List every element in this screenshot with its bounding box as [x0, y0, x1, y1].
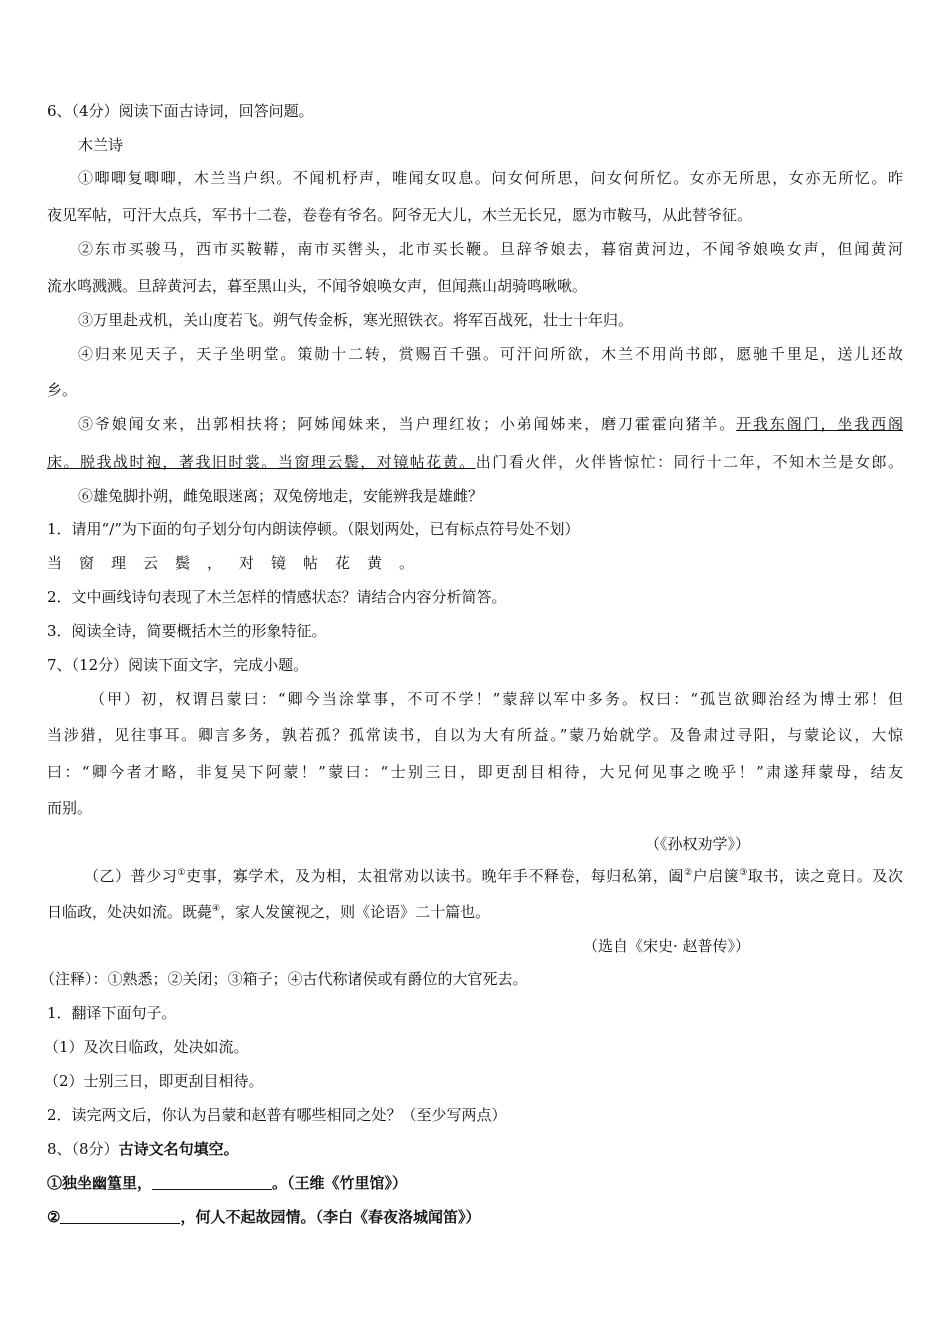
- passage-jia-line-3: 曰：“卿今者才略，非复吴下阿蒙！”蒙曰：“士别三日，即更刮目相待，大兄何见事之晚乎！”肃遂拜蒙母，结友: [47, 763, 903, 781]
- poem-stanza-1-line-1: ①唧唧复唧唧，木兰当户织。不闻机杼声，唯闻女叹息。问女何所思，问女何所忆。女亦无所思，女亦无所忆。昨: [78, 169, 903, 187]
- poem-stanza-1-line-2: 夜见军帖，可汗大点兵，军书十二卷，卷卷有爷名。阿爷无大儿，木兰无长兄，愿为市鞍马，从此替爷征。: [47, 206, 753, 224]
- poem-stanza-5-line-2: [47, 452, 903, 472]
- yi-text: 吏事，寡学术，及为相，太祖常劝以读书。晚年手不释卷，每归私第，阖: [186, 867, 684, 885]
- poem-title: 木兰诗: [78, 136, 124, 154]
- q6-sub1: 1．请用“/”为下面的句子划分句内朗读停顿。（限划两处，已有标点符号处不划）: [47, 520, 580, 538]
- poem-stanza-5-line-1: [78, 414, 903, 434]
- q7-sub1: 1．翻译下面句子。: [47, 1004, 177, 1022]
- passage-yi-line-2: [47, 902, 903, 922]
- q7-sub1-item1: （1）及次日临政，处决如流。: [44, 1038, 249, 1056]
- poem-stanza-6: ⑥雄兔脚扑朔，雌兔眼迷离；双兔傍地走，安能辨我是雄雌？: [78, 487, 484, 505]
- passage-jia-line-2: 当涉猎，见往事耳。卿言多务，孰若孤？孤常读书，自以为大有所益。”蒙乃始就学。及鲁肃过寻阳，与蒙论议，大惊: [47, 726, 903, 744]
- q8-item1: [47, 1173, 903, 1193]
- q8-item2: [47, 1207, 903, 1227]
- q8-instruction: 古诗文名句填空。: [118, 1140, 239, 1158]
- q7-notes: （注释）：①熟悉；②关闭；③箱子；④古代称诸侯或有爵位的大官死去。: [40, 970, 528, 988]
- answer-blank[interactable]: [152, 1175, 272, 1190]
- q8-item2-text: ，何人不起故园情。（李白《春夜洛城闻笛》）: [180, 1208, 481, 1226]
- q7-sub2: 2．读完两文后，你认为吕蒙和赵普有哪些相同之处？（至少写两点）: [47, 1106, 507, 1124]
- passage-jia-line-4: 而别。: [47, 799, 93, 817]
- poem-stanza-3: ③万里赴戎机，关山度若飞。朔气传金柝，寒光照铁衣。将军百战死，壮士十年归。: [78, 311, 634, 329]
- q8-number: 8、（8分）: [47, 1140, 119, 1158]
- yi-text: 户启箧: [692, 867, 740, 885]
- underlined-verse: 床。脱我战时袍，著我旧时裳。当窗理云鬓，对镜帖花黄。: [47, 453, 476, 471]
- stanza-5-text: ⑤爷娘闻女来，出郭相扶将；阿姊闻妹来，当户理红妆；小弟闻姊来，磨刀霍霍向猪羊。: [78, 415, 737, 433]
- poem-stanza-2-line-2: 流水鸣溅溅。旦辞黄河去，暮至黑山头，不闻爷娘唤女声，但闻燕山胡骑鸣啾啾。: [47, 277, 588, 295]
- yi-text: （乙）普少习: [84, 867, 178, 885]
- passage-yi-line-1: [84, 866, 903, 886]
- footnote-mark: ③: [739, 868, 748, 878]
- poem-stanza-4-line-1: ④归来见天子，天子坐明堂。策勋十二转，赏赐百千强。可汗问所欲，木兰不用尚书郎，愿驰千里足，送儿还故: [78, 345, 903, 363]
- yi-text: 日临政，处决如流。既薨: [47, 903, 213, 921]
- yi-text: 取书，读之竟日。及次: [747, 867, 903, 885]
- passage-jia-source: （《孙权劝学》）: [644, 835, 750, 853]
- q7-header: 7、（12分）阅读下面文字，完成小题。: [47, 656, 309, 674]
- q8-item1-source: 。（王维《竹里馆》）: [272, 1174, 408, 1192]
- footnote-mark: ②: [683, 868, 693, 878]
- q8-header: [47, 1139, 903, 1159]
- stanza-5-text: 出门看火伴，火伴皆惊忙：同行十二年，不知木兰是女郎。: [475, 453, 903, 471]
- footnote-mark: ④: [212, 904, 221, 914]
- poem-stanza-4-line-2: 乡。: [47, 381, 78, 399]
- answer-blank[interactable]: [60, 1209, 180, 1224]
- q6-sub3: 3．阅读全诗，简要概括木兰的形象特征。: [47, 622, 327, 640]
- q6-header: 6、（4分）阅读下面古诗词，回答问题。: [47, 102, 314, 120]
- passage-yi-source: （选自《宋史· 赵普传》）: [582, 937, 750, 955]
- poem-stanza-2-line-1: ②东市买骏马，西市买鞍鞯，南市买辔头，北市买长鞭。旦辞爷娘去，暮宿黄河边，不闻爷娘唤女声，但闻黄河: [78, 240, 903, 258]
- passage-jia-line-1: （甲）初，权谓吕蒙曰：“卿今当涂掌事，不可不学！”蒙辞以军中多务。权曰：“孤岂欲卿治经为博士邪！但: [90, 690, 903, 708]
- underlined-verse: 开我东阁门，坐我西阁: [736, 415, 903, 433]
- q8-item1-text: ①独坐幽篁里，: [47, 1174, 153, 1192]
- yi-text: ，家人发箧视之，则《论语》二十篇也。: [220, 903, 491, 921]
- q6-sub1-sentence: 当窗理云鬓，对镜帖花黄。: [47, 554, 432, 572]
- footnote-mark: ①: [177, 868, 187, 878]
- q6-sub2: 2．文中画线诗句表现了木兰怎样的情感状态？请结合内容分析简答。: [47, 588, 507, 606]
- q7-sub1-item2: （2）士别三日，即更刮目相待。: [44, 1072, 264, 1090]
- q8-item2-number: ②: [47, 1208, 61, 1226]
